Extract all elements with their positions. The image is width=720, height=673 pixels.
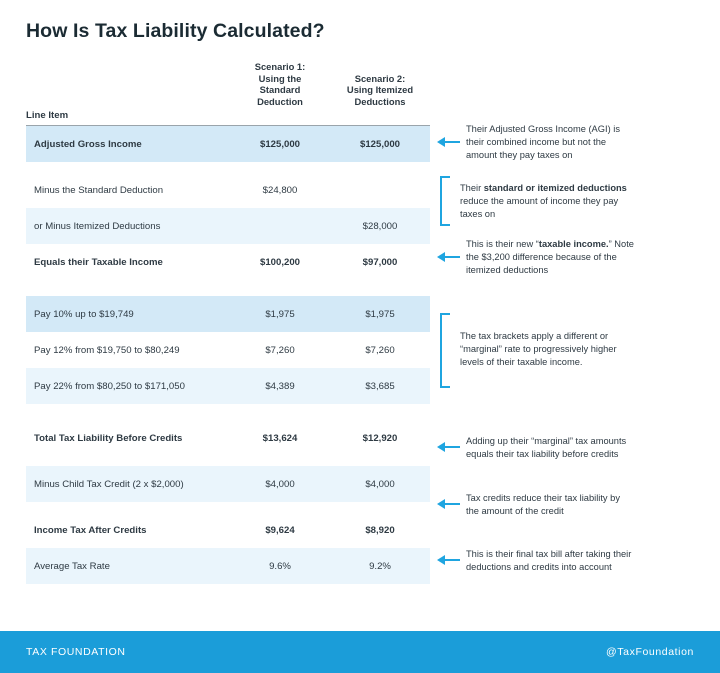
annotation-final-bill: This is their final tax bill after taking their deductions and credits into account — [466, 549, 632, 573]
row-gap — [26, 162, 430, 172]
row-value-scenario2: $4,000 — [365, 478, 395, 490]
row-value-scenario2: $12,920 — [362, 432, 398, 444]
row-gap — [26, 456, 430, 466]
row-label: Total Tax Liability Before Credits — [34, 432, 183, 444]
row-value-scenario1: $100,200 — [259, 256, 300, 268]
page-title: How Is Tax Liability Calculated? — [26, 20, 325, 42]
row-value-scenario2: $1,975 — [365, 308, 395, 320]
annotation-agi: Their Adjusted Gross Income (AGI) is their combined income but not the amount they pay taxes on — [466, 124, 620, 161]
table-row — [26, 296, 430, 332]
row-label: Equals their Taxable Income — [34, 256, 163, 268]
row-value-scenario2: $125,000 — [359, 138, 400, 150]
scenario2-line2: Using Itemized — [346, 84, 414, 95]
row-value-scenario1: $1,975 — [265, 308, 295, 320]
row-label: Average Tax Rate — [34, 560, 110, 572]
row-value-scenario1: 9.6% — [269, 560, 291, 572]
brace-brackets — [440, 313, 450, 388]
annotation-taxable-income: This is their new “taxable income.” Note the $3,200 difference because of the itemized deductions — [466, 239, 634, 276]
scenario1-line4: Deduction — [257, 95, 303, 107]
table-row — [26, 126, 430, 162]
table-row — [26, 172, 430, 208]
table-row — [26, 420, 430, 456]
row-value-scenario1: $9,624 — [265, 524, 295, 536]
row-value-scenario2: $8,920 — [365, 524, 395, 536]
scenario2-line3: Deductions — [354, 95, 406, 107]
row-gap — [26, 502, 430, 512]
row-gap — [26, 404, 430, 420]
scenario1-line2: Using the — [258, 72, 302, 84]
line-item-header: Line Item — [26, 110, 430, 126]
table-row — [26, 332, 430, 368]
scenario2-line1: Scenario 2: — [354, 72, 406, 84]
arrow-icon-taxable-income — [437, 251, 461, 263]
row-value-scenario2: $7,260 — [365, 344, 395, 356]
row-label: or Minus Itemized Deductions — [34, 220, 161, 232]
table-row — [26, 368, 430, 404]
annotation-deductions: Their standard or itemized deductions reduce the amount of income they pay taxes on — [460, 183, 627, 220]
footer-handle[interactable]: @TaxFoundation — [606, 646, 694, 658]
arrow-icon-credits — [437, 498, 461, 510]
brace-deductions — [440, 176, 450, 226]
table-row — [26, 548, 430, 584]
row-value-scenario1: $13,624 — [262, 432, 298, 444]
row-label: Adjusted Gross Income — [34, 138, 142, 150]
footer-bar — [0, 631, 720, 673]
arrow-icon-final-bill — [437, 554, 461, 566]
column-header-scenario-1 — [230, 61, 330, 110]
row-label: Pay 12% from $19,750 to $80,249 — [34, 344, 180, 356]
row-label: Minus the Standard Deduction — [34, 184, 164, 196]
arrow-icon-agi — [437, 136, 461, 148]
row-label: Pay 22% from $80,250 to $171,050 — [34, 380, 185, 392]
row-value-scenario2: $3,685 — [365, 380, 395, 392]
scenario1-line3: Standard — [259, 84, 301, 95]
scenario1-line1: Scenario 1: — [254, 61, 306, 72]
table-column-headers — [26, 62, 430, 110]
row-gap — [26, 280, 430, 296]
annotation-brackets: The tax brackets apply a different or “marginal” rate to progressively higher levels of their taxable income. — [460, 331, 617, 368]
table-row — [26, 512, 430, 548]
annotation-total-liability: Adding up their “marginal” tax amounts equals their tax liability before credits — [466, 436, 627, 460]
tax-table — [26, 62, 430, 584]
table-row — [26, 466, 430, 502]
row-value-scenario2: $28,000 — [362, 220, 398, 232]
row-value-scenario1: $4,389 — [265, 380, 295, 392]
column-header-scenario-2 — [330, 73, 430, 111]
row-value-scenario1: $24,800 — [262, 184, 298, 196]
row-label: Pay 10% up to $19,749 — [34, 308, 134, 320]
footer-brand: TAX FOUNDATION — [26, 646, 126, 658]
row-value-scenario1: $7,260 — [265, 344, 295, 356]
row-label: Minus Child Tax Credit (2 x $2,000) — [34, 478, 184, 490]
table-row — [26, 208, 430, 244]
arrow-icon-total-liability — [437, 441, 461, 453]
annotation-credits: Tax credits reduce their tax liability by the amount of the credit — [466, 493, 620, 517]
row-value-scenario1: $125,000 — [259, 138, 300, 150]
row-value-scenario1: $4,000 — [265, 478, 295, 490]
row-value-scenario2: 9.2% — [369, 560, 391, 572]
table-row — [26, 244, 430, 280]
row-label: Income Tax After Credits — [34, 524, 147, 536]
row-value-scenario2: $97,000 — [362, 256, 398, 268]
